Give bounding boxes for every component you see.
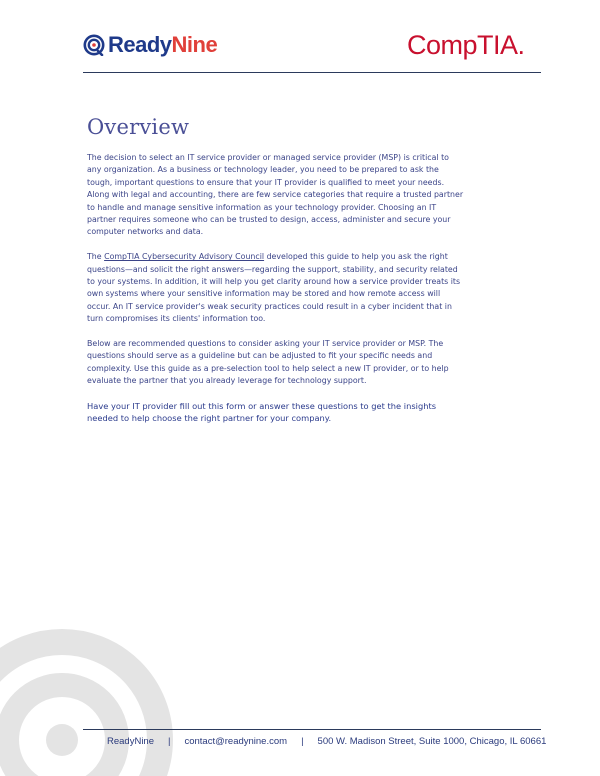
overview-body (87, 152, 465, 437)
paragraph-intro: The decision to select an IT service provider or managed service provider (MSP) is critical to any organization. As a business or technology leader, you need to be prepared to ask the tough, important questions to ensure that your IT provider is qualified to meet your needs. Along with legal and accounting, there are few service categories that require a trusted partner to handle and manage sensitive information as your technology provider. Choosing an IT partner requires someone who can be trusted to design, access, administer and secure your computer networks and data. (87, 153, 464, 237)
comptia-logo-dot: . (517, 30, 525, 60)
call-to-action: Have your IT provider fill out this form or answer these questions to get the insights needed to help choose the right partner for your company. (87, 401, 437, 424)
footer-company: ReadyNine (107, 736, 154, 747)
footer (107, 736, 546, 747)
footer-separator: | (301, 736, 304, 747)
readynine-logo-text: ReadyNine (108, 32, 218, 57)
paragraph-council-prefix: The (87, 252, 105, 262)
overview-title: Overview (87, 115, 190, 139)
comptia-council-link[interactable]: CompTIA Cybersecurity Advisory Council (104, 252, 265, 262)
decorative-target-graphic (0, 585, 220, 776)
paragraph-council (87, 251, 465, 325)
paragraph-council-rest: developed this guide to help you ask the right questions—and solicit the right answers—regarding the support, stability, and security related to your systems. In addition, it will help you get clarity around how a service provider treats its own systems where your sensitive information may be stored and how remote access will occur. An IT service provider's weak security practices could result in a cyber incident that in turn compromises its clients' information too. (87, 252, 461, 324)
paragraph-guidance: Below are recommended questions to consider asking your IT service provider or MSP. The questions should serve as a guideline but can be adjusted to fit your specific needs and complexity. Use this guide as a pre-selection tool to help select a new IT provider, or to help evaluate the partner that you already leverage for technology support. (87, 339, 449, 386)
footer-divider (83, 729, 541, 730)
readynine-logo-icon (83, 34, 105, 56)
header-divider (83, 72, 541, 73)
readynine-logo (83, 32, 217, 58)
footer-email[interactable]: contact@readynine.com (184, 736, 288, 747)
footer-address: 500 W. Madison Street, Suite 1000, Chicago, IL 60661 (317, 736, 547, 747)
comptia-logo-text: CompTIA (407, 30, 518, 60)
footer-separator: | (168, 736, 171, 747)
comptia-logo (407, 30, 525, 61)
